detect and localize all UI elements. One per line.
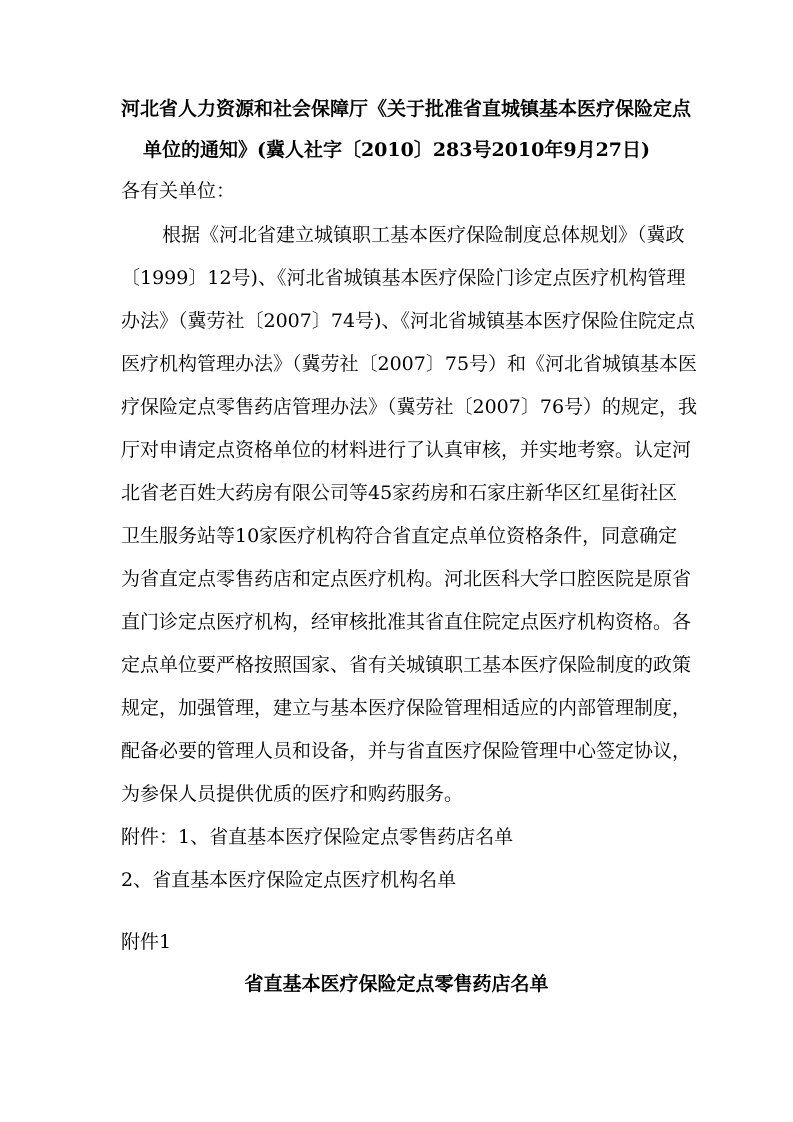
body-line: 配备必要的管理人员和设备，并与省直医疗保险管理中心签定协议，: [121, 740, 692, 762]
body-line: 直门诊定点医疗机构，经审核批准其省直住院定点医疗机构资格。各: [121, 611, 692, 633]
appendix-label: 附件1: [121, 931, 172, 953]
document-title-line-2: 单位的通知》(冀人社字〔2010〕283号2010年9月27日): [142, 139, 651, 161]
body-line: 为省直定点零售药店和定点医疗机构。河北医科大学口腔医院是原省: [121, 568, 692, 590]
body-line: 厅对申请定点资格单位的材料进行了认真审核，并实地考察。认定河: [121, 439, 692, 461]
salutation: 各有关单位：: [121, 180, 236, 202]
body-line: 规定，加强管理，建立与基本医疗保险管理相适应的内部管理制度，: [121, 697, 692, 719]
body-line: 为参保人员提供优质的医疗和购药服务。: [121, 783, 464, 805]
body-line: 医疗机构管理办法》（冀劳社〔2007〕75号）和《河北省城镇基本医: [121, 353, 698, 375]
body-line: 定点单位要严格按照国家、省有关城镇职工基本医疗保险制度的政策: [121, 654, 692, 676]
body-line: 北省老百姓大药房有限公司等45家药房和石家庄新华区红星街社区: [121, 482, 678, 504]
appendix-title: 省直基本医疗保险定点零售药店名单: [244, 973, 549, 995]
attachments-line-2: 2、省直基本医疗保险定点医疗机构名单: [121, 869, 457, 891]
attachments-line-1: 附件：1、省直基本医疗保险定点零售药店名单: [121, 826, 514, 848]
body-line: 疗保险定点零售药店管理办法》（冀劳社〔2007〕76号）的规定，我: [121, 396, 698, 418]
body-line: 根据《河北省建立城镇职工基本医疗保险制度总体规划》（冀政: [162, 224, 685, 246]
body-line: 办法》（冀劳社〔2007〕74号)、《河北省城镇基本医疗保险住院定点: [121, 310, 695, 332]
document-title-line-1: 河北省人力资源和社会保障厅《关于批准省直城镇基本医疗保险定点: [121, 98, 692, 120]
body-line: 〔1999〕12号)、《河北省城镇基本医疗保险门诊定点医疗机构管理: [121, 267, 686, 289]
body-line: 卫生服务站等10家医疗机构符合省直定点单位资格条件，同意确定: [121, 525, 678, 547]
